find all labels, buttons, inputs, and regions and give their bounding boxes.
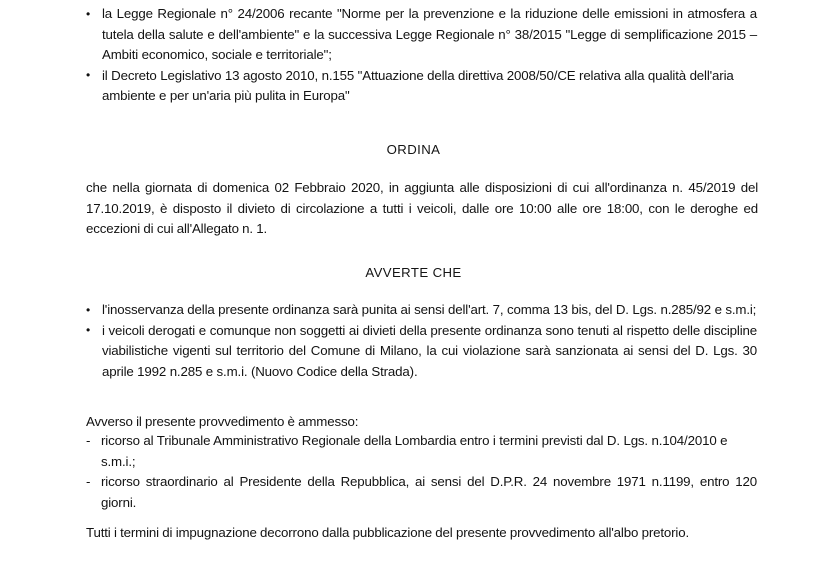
list-item: • la Legge Regionale n° 24/2006 recante "Norme per la prevenzione e la riduzione delle emissioni in atmosfera a tutela della salute e dell'ambiente" e la successiva Legge Regionale n° 38/2015 "Legge di semplificazione 2015 – Ambiti economico, sociale e territoriale"; [86,4,757,66]
premesse-list [0,4,827,107]
ordina-paragraph: che nella giornata di domenica 02 Febbraio 2020, in aggiunta alle disposizioni di cui all'ordinanza n. 45/2019 del 17.10.2019, è disposto il divieto di circolazione a tutti i veicoli, dalle ore 10:00 alle ore 18:00, con le deroghe ed eccezioni di cui all'Allegato n. 1. [86,180,758,237]
list-item: - ricorso straordinario al Presidente della Repubblica, ai sensi del D.P.R. 24 novembre 1971 n.1199, entro 120 giorni. [85,472,757,513]
ricorsi-intro: Avverso il presente provvedimento è ammesso: [86,414,359,429]
avverte-che-list [0,300,827,382]
list-item: • i veicoli derogati e comunque non soggetti ai divieti della presente ordinanza sono tenuti al rispetto delle discipline viabilistiche vigenti sul territorio del Comune di Milano, la cui violazione sarà sanzionata ai sensi del D. Lgs. 30 aprile 1992 n.285 e s.m.i. (Nuovo Codice della Strada). [86,321,757,383]
list-item: • il Decreto Legislativo 13 agosto 2010, n.155 "Attuazione della direttiva 2008/50/CE relativa alla qualità dell'aria ambiente e per un'aria più pulita in Europa" [86,66,757,107]
list-item: - ricorso al Tribunale Amministrativo Regionale della Lombardia entro i termini previsti dal D. Lgs. n.104/2010 e s.m.i.; [85,431,757,472]
ricorsi-list [0,431,827,513]
avverte-che-heading: AVVERTE CHE [365,265,462,280]
ordina-heading: ORDINA [386,142,441,157]
avverte-che-section [0,300,827,382]
premesse-section [0,4,827,107]
chiusura-paragraph: Tutti i termini di impugnazione decorrono dalla pubblicazione del presente provvedimento all'albo pretorio. [86,525,689,540]
list-item: • l'inosservanza della presente ordinanza sarà punita ai sensi dell'art. 7, comma 13 bis, del D. Lgs. n.285/92 e s.m.i; [86,300,757,321]
ricorsi-section [0,431,827,513]
